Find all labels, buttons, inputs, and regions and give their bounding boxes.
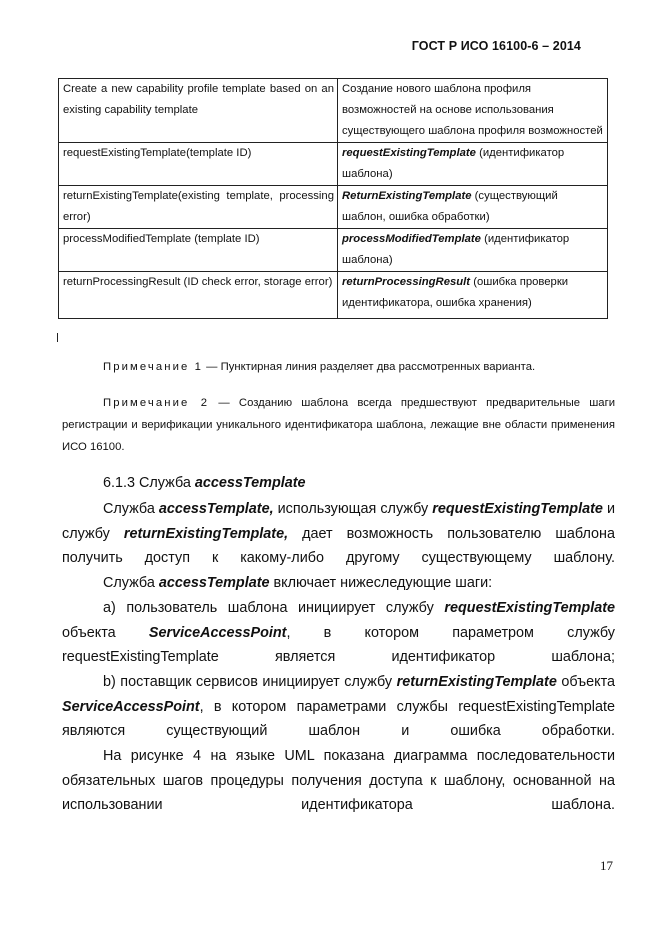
text-run: Служба [103,501,159,517]
section-heading [103,471,553,496]
table-row [59,186,608,229]
note-2 [62,392,615,458]
table-cell-ru [338,229,608,272]
section-title-prefix: Служба [139,475,195,491]
table-cell-en: requestExistingTemplate(template ID) [59,143,338,186]
paragraph-steps-intro [62,571,615,596]
note-label: Примечание 2 [103,397,210,409]
cell-text: (идентификатор шаблона) [342,233,570,266]
paragraph-figure-ref: На рисунке 4 на языке UML показана диаграмма последовательности обязательных шагов процедуры получения доступа к шаблону, основанной на использовании идентификатора шаблона. [62,748,615,814]
service-name: accessTemplate [158,575,270,591]
table-cell-ru [338,79,608,143]
page-number: 17 [600,858,613,873]
step-a [62,596,615,670]
section-title-service: accessTemplate [194,475,306,491]
cell-text: (существующий шаблон, ошибка обработки) [342,190,558,223]
table-cell-ru [338,143,608,186]
service-name: accessTemplate, [158,501,274,517]
object-name: ServiceAccessPoint [148,624,287,641]
text-run: , в котором параметром службу requestExistingTemplate является идентификатор шаблона; [62,624,616,666]
cell-text: Создание нового шаблона профиля возможностей на основе использования существующего шаблона профиля возможностей [342,83,603,137]
section-number: 6.1.3 [103,475,136,491]
table-cell-en: Create a new capability profile template based on an existing capability template [59,79,338,143]
service-translation-table [58,78,608,319]
paragraph-intro [62,497,615,571]
note-1 [62,356,615,378]
text-run: дает возможность пользователю шаблона получить доступ к какому-либо другому существующему шаблону. [62,525,615,567]
table-cell-ru [338,272,608,319]
table-row [59,229,608,272]
text-run: , в котором параметрами службы requestExistingTemplate являются существующий шаблон и ошибка обработки. [62,698,615,740]
table-row [59,272,608,319]
service-name: requestExistingTemplate [444,600,615,616]
table-cell-en: returnExistingTemplate(existing template, processing error) [59,186,338,229]
table-cell-en: processModifiedTemplate (template ID) [59,229,338,272]
text-run: объекта [556,674,615,690]
table-row [59,79,608,143]
cell-text: (идентификатор шаблона) [342,147,565,180]
text-run: а) пользователь шаблона инициирует службу [103,600,445,616]
service-name: returnProcessingResult [342,276,471,288]
note-label: Примечание 1 [103,361,204,373]
object-name: ServiceAccessPoint [62,698,200,715]
note-text: — Созданию шаблона всегда предшествуют предварительные шаги регистрации и верификации уникального идентификатора шаблона, лежащие вне области применения ИСО 16100. [62,397,616,453]
note-text: — Пунктирная линия разделяет два рассмотренных варианта. [203,361,536,373]
text-run: Служба [103,575,159,591]
service-name: requestExistingTemplate [432,501,603,517]
service-name: returnExistingTemplate [396,674,557,690]
service-name: processModifiedTemplate [342,233,481,245]
text-run: включает нижеследующие шаги: [269,575,493,591]
text-run: объекта [62,624,149,641]
text-run: и службу [62,501,615,542]
step-b [62,670,615,744]
service-name: requestExistingTemplate [342,147,476,159]
table-row [59,143,608,186]
text-run: b) поставщик сервисов инициирует службу [103,674,397,690]
table-border-tick [57,333,58,342]
text-run: использующая службу [273,501,433,517]
table-cell-ru [338,186,608,229]
table-cell-en: returnProcessingResult (ID check error, storage error) [59,272,338,319]
cell-text: (ошибка проверки идентификатора, ошибка хранения) [342,276,569,309]
document-header: ГОСТ Р ИСО 16100-6 – 2014 [411,39,581,53]
service-name: ReturnExistingTemplate [342,190,472,202]
service-name: returnExistingTemplate, [123,525,289,542]
